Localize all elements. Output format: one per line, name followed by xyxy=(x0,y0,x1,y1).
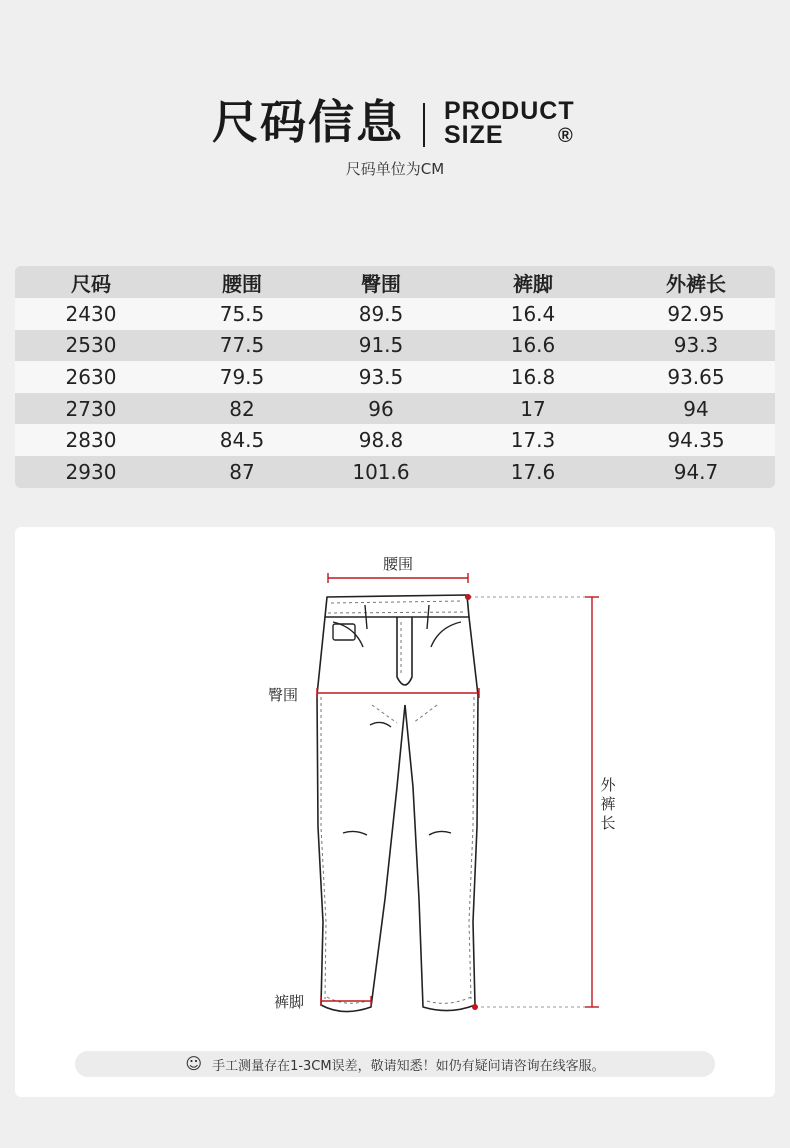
table-cell: 2430 xyxy=(65,301,117,326)
table-cell: 84.5 xyxy=(219,428,265,453)
table-cell: 2730 xyxy=(65,396,117,421)
column-header-hip: 臀围 xyxy=(361,271,401,296)
measurement-card xyxy=(15,527,775,1097)
label-hip: 臀围 xyxy=(267,686,299,704)
table-cell: 2530 xyxy=(65,333,117,358)
table-cell: 98.8 xyxy=(358,428,404,453)
table-cell: 2930 xyxy=(65,459,117,484)
measurement-note xyxy=(75,1051,715,1077)
size-table xyxy=(15,266,775,488)
pants-diagram xyxy=(15,527,775,1047)
table-row xyxy=(15,393,775,425)
label-waist: 腰围 xyxy=(382,555,414,573)
table-cell: 93.5 xyxy=(358,364,404,389)
note-text: 手工测量存在1-3CM误差，敬请知悉！如仍有疑问请咨询在线客服。 xyxy=(212,1058,605,1074)
table-cell: 94 xyxy=(683,396,709,421)
label-outseam-char-1: 外 xyxy=(600,776,616,794)
table-cell: 79.5 xyxy=(219,364,265,389)
table-row xyxy=(15,456,775,488)
label-outseam-char-2: 裤 xyxy=(600,795,616,813)
table-cell: 93.65 xyxy=(667,364,725,389)
table-cell: 89.5 xyxy=(358,301,404,326)
title-english-line2: SIZE xyxy=(444,121,504,149)
column-header-outseam: 外裤长 xyxy=(666,271,726,296)
table-cell: 75.5 xyxy=(219,301,265,326)
table-row xyxy=(15,361,775,393)
table-cell: 16.8 xyxy=(510,364,556,389)
table-cell: 17 xyxy=(520,396,546,421)
unit-subtitle: 尺码单位为CM xyxy=(345,160,445,178)
table-cell: 16.4 xyxy=(510,301,556,326)
table-row xyxy=(15,424,775,456)
smile-icon: ☺ xyxy=(185,1054,203,1073)
table-header-row xyxy=(15,266,775,298)
title-english xyxy=(444,99,575,147)
column-header-waist: 腰围 xyxy=(222,271,262,296)
table-cell: 17.6 xyxy=(510,459,556,484)
table-cell: 87 xyxy=(229,459,255,484)
table-cell: 91.5 xyxy=(358,333,404,358)
registered-mark: ® xyxy=(558,125,574,147)
outseam-top-dot xyxy=(465,594,471,600)
table-cell: 92.95 xyxy=(667,301,725,326)
column-header-hem: 裤脚 xyxy=(513,271,553,296)
table-row xyxy=(15,330,775,362)
table-cell: 2630 xyxy=(65,364,117,389)
label-outseam-char-3: 长 xyxy=(600,814,616,832)
table-cell: 101.6 xyxy=(352,459,410,484)
table-cell: 82 xyxy=(229,396,255,421)
title-english-line1: PRODUCT xyxy=(444,97,575,125)
label-hem: 裤脚 xyxy=(273,993,305,1011)
page-title: 尺码信息 xyxy=(212,95,404,149)
outseam-bottom-dot xyxy=(472,1004,478,1010)
table-row xyxy=(15,298,775,330)
table-cell: 2830 xyxy=(65,428,117,453)
measurement-lines xyxy=(317,573,599,1007)
table-cell: 94.7 xyxy=(673,459,719,484)
pants-outline xyxy=(317,595,478,1012)
table-cell: 93.3 xyxy=(673,333,719,358)
size-header xyxy=(0,0,790,200)
table-cell: 17.3 xyxy=(510,428,556,453)
column-header-size: 尺码 xyxy=(71,271,111,296)
table-cell: 94.35 xyxy=(667,428,725,453)
table-cell: 96 xyxy=(368,396,394,421)
title-divider xyxy=(423,103,425,147)
table-cell: 77.5 xyxy=(219,333,265,358)
table-cell: 16.6 xyxy=(510,333,556,358)
outseam-guides xyxy=(469,597,585,1007)
